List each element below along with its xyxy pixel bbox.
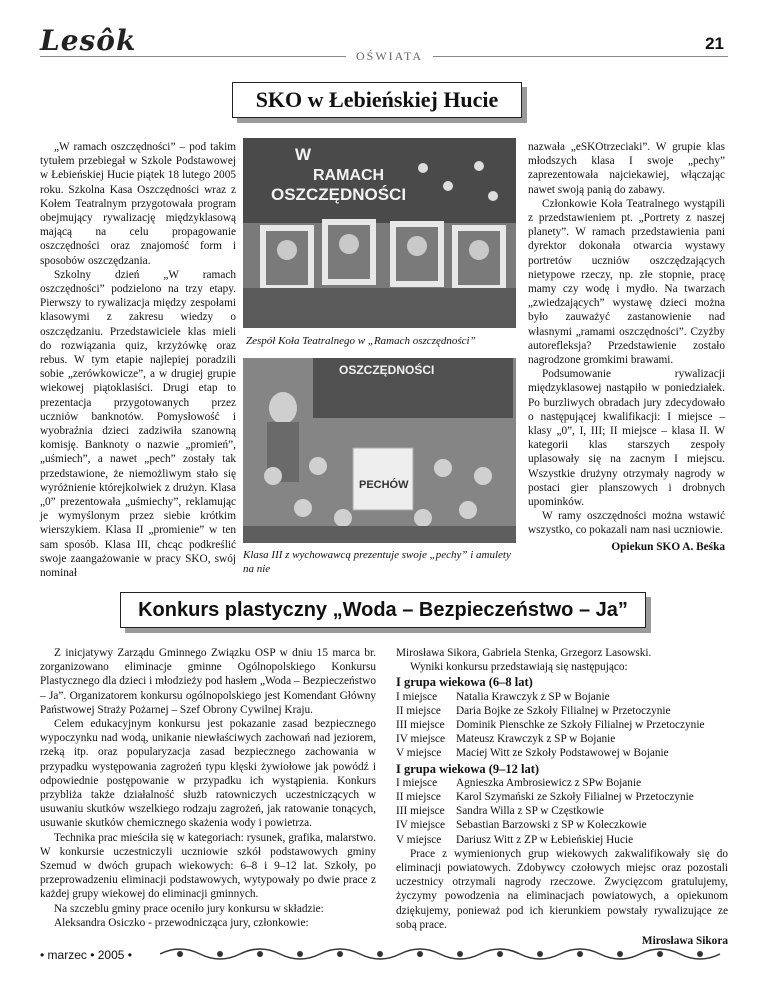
result-row: IV miejsce Mateusz Krawczyk z SP w Bojanie <box>396 733 616 746</box>
board-word-w: W <box>295 145 312 164</box>
paragraph: W ramy oszczędności można wstawić wszystko, co pokazali nam nasi uczniowie. <box>528 510 725 537</box>
group1-title: I grupa wiekowa (6–8 lat) <box>396 675 533 690</box>
board-word-oszczednosci: OSZCZĘDNOŚCI <box>271 185 407 204</box>
paragraph: Podsumowanie rywalizacji międzyklasowej nastąpiło w poniedziałek. Po burzliwych obradach jury zdecydowało o następującej kwalifikacji: I miejsce – klasy „0”, I, III; II miejsce – klasa II. W kategorii klas starszych zespoły uplasowały się na zacnym I miejscu. Wszystkie drużyny otrzymały nagrody w postaci gier planszowych i drobnych upominków. <box>528 368 725 509</box>
photo-caption-2: Klasa III z wychowawcą prezentuje swoje „pechy” i amulety na nie <box>243 549 511 575</box>
photo-theatre-group-image <box>243 138 516 328</box>
result-row: IV miejsce Sebastian Barzowski z SP w Koleczkowie <box>396 819 647 832</box>
page-number: 21 <box>705 34 724 53</box>
sign-pechow: PECHÓW <box>359 479 409 491</box>
paragraph: nazwała „eSKOtrzeciaki”. W grupie klas młodszych klasa I swoje „pechy” zaprezentowała najciekawiej, włączając nawet swoją panią do zabawy. <box>528 141 725 196</box>
footer-date: • marzec • 2005 • <box>40 948 132 962</box>
results-intro: Wyniki konkursu przedstawiają się następująco: <box>410 661 628 674</box>
closing-paragraph: Prace z wymienionych grup wiekowych zakwalifikowały się do eliminacji powiatowych. Zdobywcy czołowych miejsc oraz pozostali uczestnicy otrzymali nagrody rzeczowe. Zwycięzcom gratulujemy, życzymy powodzenia na eliminacjach powiatowych, a opiekunom dziękujemy, ponieważ pod ich kierunkiem powstały rywalizujące ze sobą prace. <box>396 847 728 931</box>
result-row: V miejsce Dariusz Witt z ZP w Łebieńskiej Hucie <box>396 833 634 846</box>
footer-ornament <box>160 944 730 964</box>
paragraph: Szkolny dzień „W ramach oszczędności” podzielono na trzy etapy. Pierwszy to rywalizacja między zespołami klasowymi z zakresu wiedzy o oszczędzaniu. Przedstawiciele klas mieli do rozwiązania quiz, krzyżówkę oraz rebus. W tym etapie najlepiej poradzili sobie „zerówkowicze”, a w drugiej grupie wiekowej piątoklasiści. Drugi etap to prezentacja przygotowanych przez uczniów banknotów. Pomysłowość i wyobraźnia dzieci zadziwiła szanowną komisję. Banknoty o nazwie „promień”, „uśmiech”, a nawet „pech” zostały tak przedstawione, że niemożliwym stało się wyróżnienie którejkolwiek z drużyn. Klasa „0” prezentowała „uśmiechy”, reklamując je wymyślonym przez siebie krótkim wierszykiem. Klasa II „promienie” w ten sam sposób. Klasa III, chcąc podkreślić swoje zaangażowanie w pracy SKO, swój nominał <box>40 268 236 580</box>
paragraph: Na szczeblu gminy prace oceniło jury konkursu w składzie: <box>54 902 324 915</box>
paragraph: Celem edukacyjnym konkursu jest pokazanie zasad bezpiecznego wypoczynku nad wodą, unikanie niewłaściwych zachowań nad jeziorem, rzeką itp. oraz popularyzacja zasad bezpiecznego zachowania w przypadku występowania zagrożeń typu klęski żywiołowe jak powódź i odpowiednie postępowanie w przypadku ich wystąpienia. Konkurs przybliża także działalność służb ratowniczych uczestniczących w usuwaniu skutków wszelkiego rodzaju zagrożeń, jak ratowanie tonących, usuwanie skutków chemicznego skażenia wody i powietrza. <box>40 718 376 830</box>
article1-right-column <box>528 140 725 554</box>
paragraph: „W ramach oszczędności” – pod takim tytułem przebiegał w Szkole Podstawowej w Łebieńskiej Hucie piątek 18 lutego 2005 roku. Szkolna Kasa Oszczędności wraz z Kołem Teatralnym przygotowała program obejmujący rywalizację międzyklasową mającą na celu propagowanie oszczędności oraz znajomość form i sposobów oszczędzania. <box>40 141 236 267</box>
article1-title: SKO w Łebieńskiej Hucie <box>232 82 522 118</box>
result-row: V miejsce Maciej Witt ze Szkoły Podstawowej w Bojanie <box>396 747 669 760</box>
photo-class-three-image <box>243 358 516 543</box>
board-word-ramach: RAMACH <box>313 167 385 184</box>
article1-left-column <box>40 140 236 580</box>
paragraph: Technika prac mieściła się w kategoriach: rysunek, grafika, malarstwo. W konkursie uczestniczyli uczniowie szkół podstawowych gminy Szemud w dwóch grupach wiekowych: 6–8 i 9–12 lat. Szkoły, po przeprowadzeniu eliminacji podstawowych, wytypowały po dwie prace z każdej grupy wiekowej do eliminacji gminnych. <box>40 831 376 901</box>
result-row: II miejsce Daria Bojke ze Szkoły Filialnej w Przetoczynie <box>396 704 671 717</box>
group2-title: I grupa wiekowa (9–12 lat) <box>396 761 540 776</box>
article2-title: Konkurs plastyczny „Woda – Bezpieczeństwo – Ja” <box>120 592 646 628</box>
result-row: III miejsce Sandra Willa z SP w Częstkowie <box>396 805 604 818</box>
article1-signature: Opiekun SKO A. Beśka <box>611 540 725 553</box>
paragraph: Członkowie Koła Teatralnego wystąpili z przedstawieniem pt. „Portrety z naszej planety”. W ramach przedstawienia pani dyrektor dokonała otwarcia wystawy portretów uczniów oszczędzających nietypowe rzeczy, np. złe stopnie, pracę mamy czy wodę i mydło. Na twarzach „zwiedzających” wystawę dzieci można było zauważyć zastanowienie nad własnymi „ramami oszczędności”. Czyżby autorefleksja? Przedstawienie zostało nagrodzone gromkimi brawami. <box>528 197 725 367</box>
paragraph: Z inicjatywy Zarządu Gminnego Związku OSP w dniu 15 marca br. zorganizowano eliminacje gminne Ogólnopolskiego Konkursu Plastycznego dla dzieci i młodzieży pod hasłem „Woda – Bezpieczeństwo – Ja”. Organizatorem konkursu ogólnopolskiego jest Komendant Główny Państwowej Straży Pożarnej – Szef Obrony Cywilnej Kraju. <box>40 647 376 716</box>
article2-signature: Mirosława Sikora <box>641 935 728 948</box>
photo-caption-1: Zespół Koła Teatralnego w „Ramach oszczędności” <box>246 335 476 347</box>
photo-theatre-group <box>243 138 516 328</box>
jury-members: Mirosława Sikora, Gabriela Stenka, Grzegorz Lasowski. <box>396 647 652 659</box>
magazine-logo: Lesôk <box>40 24 137 57</box>
section-label: OŚWIATA <box>346 49 433 64</box>
result-row: I miejsce Natalia Krawczyk z SP w Bojanie <box>396 690 610 703</box>
result-row: I miejsce Agnieszka Ambrosiewicz z SPw Bojanie <box>396 776 642 789</box>
photo-class-three <box>243 358 516 543</box>
board-word-oszczednosci-2: OSZCZĘDNOŚCI <box>339 363 435 377</box>
article2-left-column <box>40 646 376 930</box>
article2-right-column <box>396 646 728 948</box>
paragraph: Aleksandra Osiczko - przewodnicząca jury, członkowie: <box>54 916 309 929</box>
result-row: II miejsce Karol Szymański ze Szkoły Filialnej w Przetoczynie <box>396 791 694 804</box>
result-row: III miejsce Dominik Pienschke ze Szkoły Filialnej w Przetoczynie <box>396 719 705 732</box>
